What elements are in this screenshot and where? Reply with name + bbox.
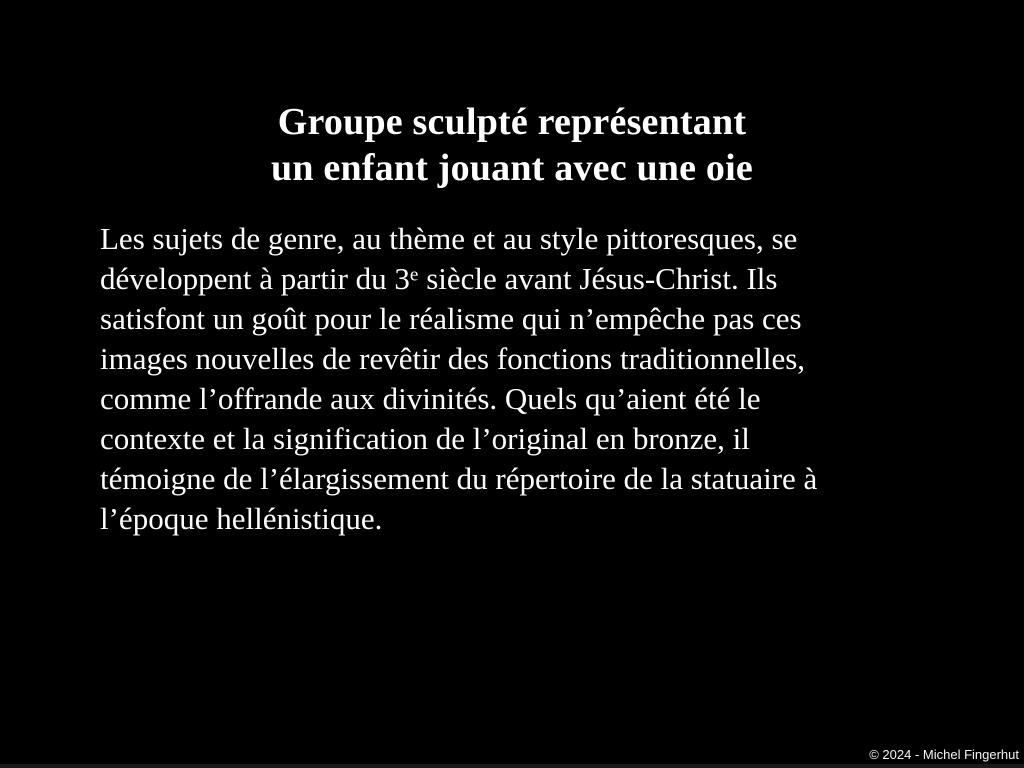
body-line: témoigne de l’élargissement du répertoire de la statuaire à xyxy=(100,461,818,496)
title-line-1: Groupe sculpté représentant xyxy=(277,101,747,143)
slide-title xyxy=(0,99,1024,191)
body-line: comme l’offrande aux divinités. Quels qu’aient été le xyxy=(100,381,761,416)
body-line: l’époque hellénistique. xyxy=(100,501,383,536)
title-line-2: un enfant jouant avec une oie xyxy=(271,147,753,189)
body-line: contexte et la signification de l’original en bronze, il xyxy=(100,421,750,456)
body-line: satisfont un goût pour le réalisme qui n’empêche pas ces xyxy=(100,301,802,336)
body-line: Les sujets de genre, au thème et au style pittoresques, se xyxy=(100,221,798,256)
slide-bottom-edge xyxy=(0,764,1024,768)
body-line: images nouvelles de revêtir des fonctions traditionnelles, xyxy=(100,341,806,376)
body-paragraph xyxy=(100,219,944,539)
copyright-notice: © 2024 - Michel Fingerhut xyxy=(869,747,1019,762)
body-line: développent à partir du 3e siècle avant Jésus-Christ. Ils xyxy=(100,261,778,296)
